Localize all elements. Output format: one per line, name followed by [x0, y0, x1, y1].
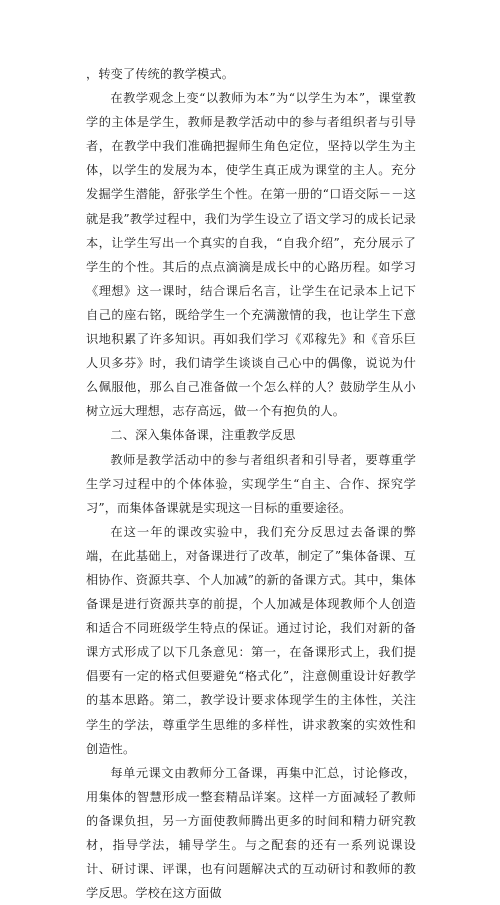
paragraph-teacher-role: 教师是教学活动中的参与者组织者和引导者，要尊重学生学习过程中的个体体验，实现学生“自主、合作、探究学习”，而集体备课就是实现这一目标的重要途径。	[86, 452, 416, 515]
paragraph-unit-division: 每单元课文由教师分工备课，再集中汇总，讨论修改，用集体的智慧形成一整套精品详案。这样一方面减轻了教师的备课负担，另一方面使教师腾出更多的时间和精力研究教材，指导学法，辅导学生。与之配套的还有一系列说课设计、研讨课、评课，也有问题解决式的互动研讨和教师的教学反思。学校在这方面做	[86, 765, 416, 901]
section-heading-collective-lesson-prep: 二、深入集体备课，注重教学反思	[110, 428, 296, 443]
paragraph-continuation: ，转变了传统的教学模式。	[86, 67, 235, 81]
paragraph-reform-reflection: 在这一年的课改实验中，我们充分反思过去备课的弊端，在此基础上，对备课进行了改革，制定了”集体备课、互相协作、资源共享、个人加减”的新的备课方式。其中，集体备课是进行资源共享的前提，个人加减是体现教师个人创造和适合不同班级学生特点的保证。通过讨论，我们对新的备课方式形成了以下几条意见：第一，在备课形式上，我们提倡要有一定的格式但要避免“格式化”，注意侧重设计好教学的基本思路。第二，教学设计要求体现学生的主体性，关注学生的学法，尊重学生思维的多样性，讲求教案的实效性和创造性。	[86, 524, 416, 756]
document-body	[86, 62, 416, 905]
paragraph-teaching-concept: 在教学观念上变“以教师为本”为“以学生为本”，课堂教学的主体是学生，教师是教学活动中的参与者组织者与引导者，在教学中我们准确把握师生角色定位，坚持以学生为主体，以学生的发展为本，使学生真正成为课堂的主人。充分发掘学生潜能，舒张学生个性。在第一册的“口语交际－－这就是我”教学过程中，我们为学生设立了语文学习的成长记录本，让学生写出一个真实的自我，“自我介绍”，充分展示了学生的个性。其后的点点滴滴是成长中的心路历程。如学习《理想》这一课时，结合课后名言，让学生在记录本上记下自己的座右铭，既给学生一个充满激情的我，也让学生下意识地积累了许多知识。再如我们学习《邓稼先》和《音乐巨人贝多芬》时，我们请学生谈谈自己心中的偶像，说说为什么佩服他，那么自己准备做一个怎么样的人？鼓励学生从小树立远大理想，志存高远，做一个有抱负的人。	[86, 91, 416, 419]
